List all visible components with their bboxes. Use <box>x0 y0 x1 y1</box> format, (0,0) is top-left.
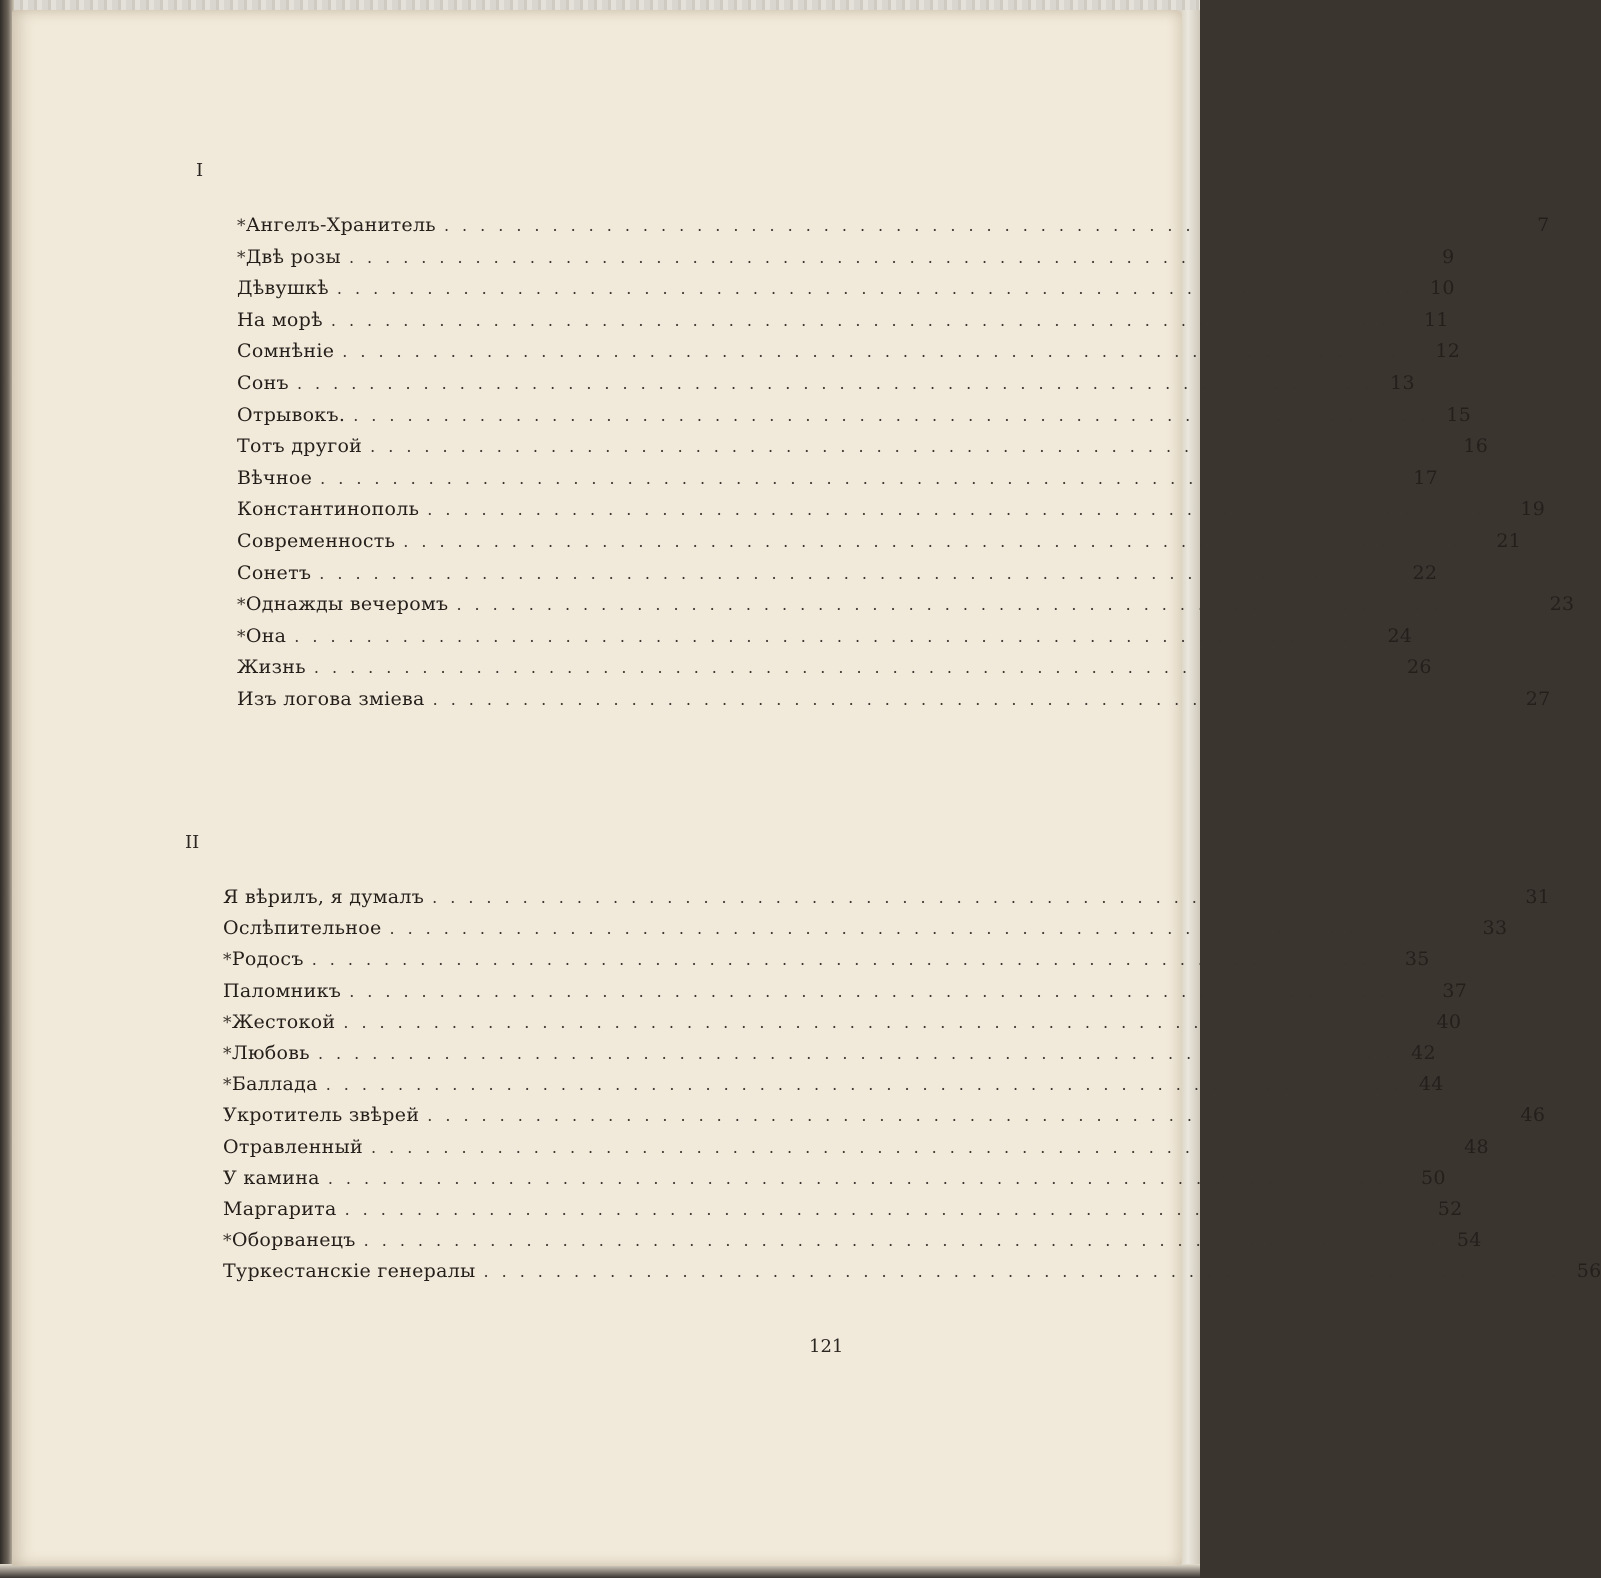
dot-leader: ............................................................ <box>311 950 1397 970</box>
entry-title: Баллада <box>231 1073 318 1096</box>
entry-page-number: 44 <box>1418 1073 1444 1096</box>
entry-title: Паломникъ <box>223 979 342 1002</box>
entry-title: Отравленный <box>223 1135 364 1158</box>
entry-title: Родосъ <box>231 948 304 971</box>
entry-title: Константинополь <box>237 498 420 521</box>
entry-title: Двѣ розы <box>245 245 341 268</box>
dot-leader: ............................................................ <box>456 595 1542 615</box>
entry-title: Вѣчное <box>237 466 313 489</box>
dot-leader: ............................................................ <box>389 919 1475 939</box>
entry-page-number: 15 <box>1446 403 1472 426</box>
entry-page-number: 50 <box>1420 1166 1446 1189</box>
entry-page-number: 10 <box>1430 277 1455 300</box>
entry-title: Я вѣрилъ, я думалъ <box>223 886 425 908</box>
toc-entry[interactable] <box>223 1135 1489 1158</box>
toc-entry[interactable] <box>237 277 1455 300</box>
toc-entry[interactable] <box>223 1010 1462 1033</box>
toc-entry[interactable] <box>237 498 1546 521</box>
entry-page-number: 31 <box>1525 886 1551 908</box>
entry-title: Ослѣпительное <box>223 917 382 940</box>
toc-entry[interactable] <box>237 593 1575 616</box>
asterisk-mark: * <box>237 247 246 268</box>
entry-page-number: 37 <box>1442 979 1468 1002</box>
page-bottom-edge <box>0 1564 1200 1578</box>
entry-title: Она <box>245 624 287 647</box>
entry-title: Дѣвушкѣ <box>237 277 329 300</box>
entry-page-number: 35 <box>1404 948 1430 971</box>
entry-title: Жизнь <box>237 656 306 679</box>
entry-page-number: 12 <box>1435 340 1461 363</box>
dot-leader: ............................................................ <box>363 1231 1449 1251</box>
entry-page-number: 52 <box>1437 1198 1463 1220</box>
dot-leader: ............................................................ <box>483 1262 1569 1282</box>
entry-page-number: 13 <box>1390 372 1415 394</box>
entry-title: Отрывокъ. <box>237 403 346 426</box>
dot-leader: ............................................................ <box>320 468 1406 488</box>
dot-leader: ............................................................ <box>443 216 1530 235</box>
dot-leader: ............................................................ <box>353 405 1439 425</box>
asterisk-mark: * <box>223 1044 232 1064</box>
entry-title: Жестокой <box>231 1010 336 1033</box>
dot-leader: ............................................................ <box>348 247 1435 267</box>
entry-title: Оборванецъ <box>231 1229 356 1252</box>
dot-leader: ............................................................ <box>344 1200 1430 1219</box>
dot-leader: ............................................................ <box>371 1137 1457 1157</box>
asterisk-mark: * <box>223 1012 232 1033</box>
toc-entry[interactable] <box>237 624 1413 647</box>
dot-leader: ............................................................ <box>327 1168 1413 1188</box>
dot-leader: ............................................................ <box>370 437 1456 457</box>
entry-title: Туркестанскіе генералы <box>223 1260 476 1283</box>
dot-leader: ............................................................ <box>325 1075 1411 1095</box>
toc-entry[interactable] <box>223 1073 1444 1096</box>
toc-entry[interactable] <box>237 403 1472 426</box>
section-numeral-1: I <box>196 160 204 181</box>
toc-entry[interactable] <box>223 917 1508 940</box>
asterisk-mark: * <box>223 950 232 971</box>
toc-entry[interactable] <box>237 530 1522 552</box>
entry-page-number: 33 <box>1482 917 1508 940</box>
entry-page-number: 22 <box>1412 561 1438 584</box>
dot-leader: ............................................................ <box>432 888 1518 907</box>
entry-page-number: 46 <box>1520 1104 1546 1127</box>
toc-entry[interactable] <box>223 1260 1601 1283</box>
page-fore-edge <box>1180 10 1200 1578</box>
toc-entry[interactable] <box>237 656 1432 679</box>
asterisk-mark: * <box>237 626 246 647</box>
entry-page-number: 56 <box>1576 1260 1601 1283</box>
dot-leader: ............................................................ <box>432 690 1518 709</box>
entry-title: Изъ логова зміева <box>237 688 425 710</box>
dot-leader: ............................................................ <box>343 1012 1429 1032</box>
entry-title: Современность <box>237 530 396 552</box>
toc-entry[interactable] <box>237 466 1439 489</box>
toc-page <box>12 10 1601 1566</box>
entry-title: На морѣ <box>237 308 323 331</box>
entry-title: Маргарита <box>223 1198 337 1220</box>
dot-leader: ............................................................ <box>403 532 1489 551</box>
entry-page-number: 9 <box>1442 245 1455 268</box>
section-numeral-2: II <box>185 832 200 853</box>
dot-leader: ............................................................ <box>330 310 1417 330</box>
toc-entry[interactable] <box>237 688 1551 710</box>
asterisk-mark: * <box>223 1231 232 1252</box>
asterisk-mark: * <box>223 1075 232 1096</box>
entry-page-number: 27 <box>1525 688 1551 710</box>
entry-title: Сомнѣніе <box>237 340 335 363</box>
entry-page-number: 24 <box>1387 624 1413 647</box>
toc-entry[interactable] <box>237 245 1455 268</box>
dot-leader: ............................................................ <box>296 374 1383 393</box>
toc-entry[interactable] <box>223 1042 1436 1064</box>
entry-page-number: 16 <box>1463 435 1489 458</box>
toc-entry[interactable] <box>223 1198 1463 1220</box>
asterisk-mark: * <box>237 216 246 236</box>
entry-page-number: 17 <box>1413 466 1439 489</box>
page-number: 121 <box>809 1336 844 1357</box>
entry-page-number: 26 <box>1407 656 1432 679</box>
toc-entry[interactable] <box>223 1166 1446 1189</box>
entry-title: Сонъ <box>237 372 289 394</box>
dot-leader: ............................................................ <box>342 342 1428 362</box>
entry-title: У камина <box>223 1166 320 1189</box>
dot-leader: ............................................................ <box>427 500 1513 520</box>
entry-title: Укротитель звѣрей <box>223 1104 420 1127</box>
toc-entry[interactable] <box>237 214 1550 236</box>
entry-page-number: 54 <box>1456 1229 1482 1252</box>
asterisk-mark: * <box>237 595 246 616</box>
toc-entry[interactable] <box>237 435 1489 458</box>
entry-page-number: 23 <box>1549 593 1575 616</box>
entry-page-number: 40 <box>1436 1010 1462 1033</box>
entry-title: Ангелъ-Хранитель <box>245 214 436 236</box>
entry-page-number: 7 <box>1537 214 1550 236</box>
entry-title: Любовь <box>231 1042 310 1064</box>
entry-page-number: 21 <box>1496 530 1522 552</box>
toc-entry[interactable] <box>223 1229 1482 1252</box>
toc-entry[interactable] <box>237 340 1461 363</box>
toc-entry[interactable] <box>237 308 1449 331</box>
toc-entry[interactable] <box>223 948 1430 971</box>
entry-page-number: 11 <box>1424 308 1449 331</box>
dot-leader: ............................................................ <box>294 626 1380 646</box>
dot-leader: ............................................................ <box>336 279 1423 299</box>
dot-leader: ............................................................ <box>349 981 1435 1001</box>
entry-page-number: 48 <box>1464 1135 1489 1158</box>
toc-entry[interactable] <box>237 561 1438 584</box>
entry-title: Тотъ другой <box>237 435 363 458</box>
toc-entry[interactable] <box>223 886 1551 908</box>
dot-leader: ............................................................ <box>319 563 1405 583</box>
dot-leader: ............................................................ <box>313 658 1400 678</box>
dot-leader: ............................................................ <box>317 1044 1404 1063</box>
toc-entry[interactable] <box>223 979 1468 1002</box>
toc-entry[interactable] <box>223 1104 1546 1127</box>
entry-page-number: 42 <box>1411 1042 1436 1064</box>
entry-title: Однажды вечеромъ <box>245 593 449 616</box>
dot-leader: ............................................................ <box>427 1106 1513 1126</box>
entry-title: Сонетъ <box>237 561 312 584</box>
entry-page-number: 19 <box>1520 498 1546 521</box>
toc-entry[interactable] <box>237 372 1415 394</box>
